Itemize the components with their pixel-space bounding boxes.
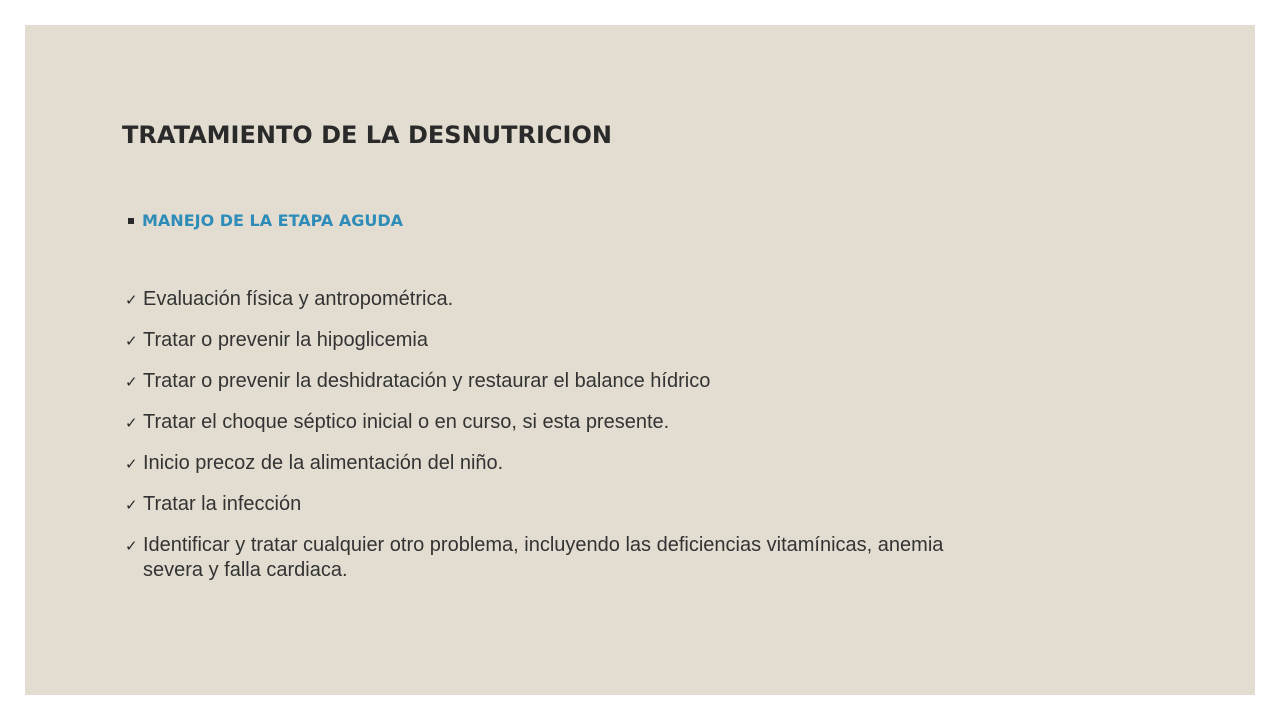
slide xyxy=(25,25,1255,695)
checklist xyxy=(125,287,1005,599)
list-item-text: Tratar el choque séptico inicial o en curso, si esta presente. xyxy=(143,411,670,433)
list-item xyxy=(125,451,1005,476)
list-item-text: Tratar o prevenir la hipoglicemia xyxy=(143,329,428,351)
square-bullet-icon xyxy=(128,218,134,224)
checkmark-icon: ✓ xyxy=(125,292,138,309)
list-item-text: Tratar la infección xyxy=(143,493,302,515)
checkmark-icon: ✓ xyxy=(125,333,138,350)
section-heading xyxy=(128,211,403,230)
list-item xyxy=(125,369,1005,394)
list-item-text: Inicio precoz de la alimentación del niño. xyxy=(143,452,504,474)
list-item xyxy=(125,533,1005,583)
checkmark-icon: ✓ xyxy=(125,374,138,391)
list-item-text: Tratar o prevenir la deshidratación y restaurar el balance hídrico xyxy=(143,370,711,392)
checkmark-icon: ✓ xyxy=(125,456,138,473)
list-item xyxy=(125,492,1005,517)
checkmark-icon: ✓ xyxy=(125,497,138,514)
list-item xyxy=(125,410,1005,435)
checkmark-icon: ✓ xyxy=(125,415,138,432)
list-item-text: Identificar y tratar cualquier otro problema, incluyendo las deficiencias vitamínicas, anemia severa y falla cardiaca. xyxy=(143,534,944,581)
list-item xyxy=(125,287,1005,312)
slide-title: TRATAMIENTO DE LA DESNUTRICION xyxy=(122,121,612,149)
list-item xyxy=(125,328,1005,353)
list-item-text: Evaluación física y antropométrica. xyxy=(143,288,454,310)
section-heading-label: MANEJO DE LA ETAPA AGUDA xyxy=(142,211,404,230)
checkmark-icon: ✓ xyxy=(125,538,138,555)
